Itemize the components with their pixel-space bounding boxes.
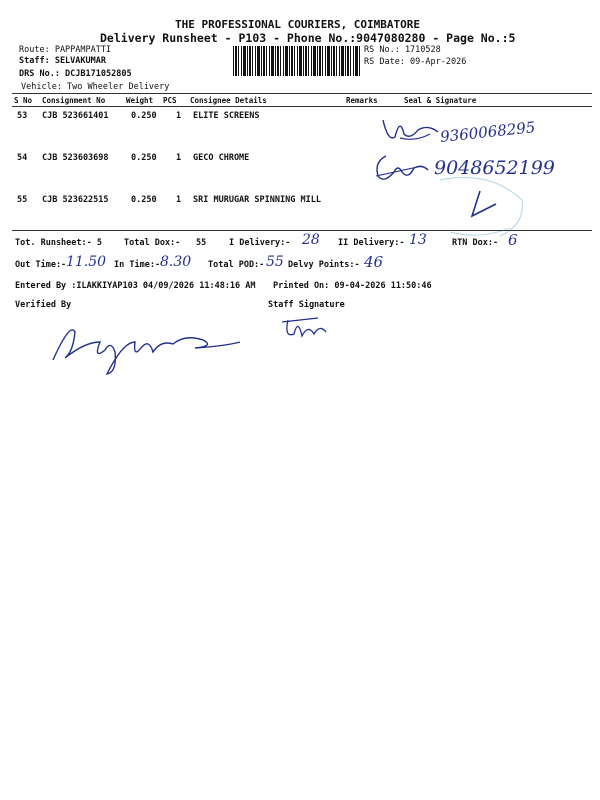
total-pod-handwritten: 55 bbox=[266, 254, 284, 270]
rtn-dox-label: RTN Dox:- bbox=[452, 238, 499, 248]
row-pcs: 1 bbox=[176, 153, 182, 163]
staff-label: Staff: SELVAKUMAR bbox=[19, 56, 106, 66]
staff-signature-label: Staff Signature bbox=[268, 300, 345, 310]
i-delivery-label: I Delivery:- bbox=[229, 238, 291, 248]
row-2-phone-handwritten: 9048652199 bbox=[434, 157, 555, 179]
row-3-signature bbox=[462, 188, 502, 223]
row-pcs: 1 bbox=[176, 195, 182, 205]
row-sno: 55 bbox=[17, 195, 28, 205]
delvy-points-label: Delvy Points:- bbox=[288, 260, 360, 270]
row-consignee: ELITE SCREENS bbox=[193, 111, 260, 121]
rtn-dox-handwritten: 6 bbox=[508, 231, 518, 249]
row-weight: 0.250 bbox=[131, 195, 157, 205]
col-weight-header: Weight bbox=[126, 96, 154, 105]
rs-number: RS No.: 1710528 bbox=[364, 45, 441, 55]
row-sno: 54 bbox=[17, 153, 28, 163]
row-consignee: GECO CHROME bbox=[193, 153, 250, 163]
i-delivery-handwritten: 28 bbox=[302, 232, 320, 248]
in-time-label: In Time:- bbox=[114, 260, 161, 270]
printed-on: Printed On: 09-04-2026 11:50:46 bbox=[273, 281, 432, 291]
row-2-signature bbox=[372, 150, 432, 185]
col-sno-header: S No bbox=[14, 96, 33, 105]
col-remarks-header: Remarks bbox=[346, 96, 378, 105]
row-sno: 53 bbox=[17, 111, 28, 121]
total-pod-label: Total POD:- bbox=[208, 260, 265, 270]
route-label: Route: PAPPAMPATTI bbox=[19, 45, 112, 55]
out-time-handwritten: 11.50 bbox=[66, 254, 107, 270]
total-dox-value: 55 bbox=[196, 238, 207, 248]
total-dox-label: Total Dox:- bbox=[124, 238, 181, 248]
ii-delivery-handwritten: 13 bbox=[409, 232, 427, 248]
header-rule-top bbox=[12, 93, 592, 94]
row-1-phone-handwritten: 9360068295 bbox=[439, 118, 537, 146]
col-consignee-header: Consignee Details bbox=[190, 96, 267, 105]
col-consignment-header: Consignment No bbox=[42, 96, 106, 105]
verified-signature bbox=[45, 312, 245, 377]
out-time-label: Out Time:- bbox=[15, 260, 67, 270]
vehicle-label: Vehicle: Two Wheeler Delivery bbox=[21, 82, 170, 92]
staff-signature bbox=[278, 310, 338, 345]
col-pcs-header: PCS bbox=[163, 96, 177, 105]
row-consignment: CJB 523603698 bbox=[42, 153, 109, 163]
company-title: THE PROFESSIONAL COURIERS, COIMBATORE bbox=[175, 18, 421, 31]
entered-by: Entered By :ILAKKIYAP103 04/09/2026 11:48:16 AM bbox=[15, 281, 256, 291]
row-weight: 0.250 bbox=[131, 153, 157, 163]
in-time-handwritten: 8.30 bbox=[160, 254, 192, 270]
delvy-points-handwritten: 46 bbox=[364, 253, 384, 271]
row-consignment: CJB 523622515 bbox=[42, 195, 109, 205]
barcode bbox=[233, 46, 361, 76]
row-pcs: 1 bbox=[176, 111, 182, 121]
header-rule-bottom bbox=[12, 106, 592, 107]
col-seal-header: Seal & Signature bbox=[404, 96, 477, 105]
row-weight: 0.250 bbox=[131, 111, 157, 121]
row-1-signature bbox=[380, 112, 440, 147]
runsheet-title: Delivery Runsheet - P103 - Phone No.:9047080280 - Page No.:5 bbox=[100, 31, 516, 45]
ii-delivery-label: II Delivery:- bbox=[338, 238, 405, 248]
tot-runsheet: Tot. Runsheet:- 5 bbox=[15, 238, 102, 248]
row-consignment: CJB 523661401 bbox=[42, 111, 109, 121]
rs-date: RS Date: 09-Apr-2026 bbox=[364, 57, 467, 67]
table-bottom-rule bbox=[12, 230, 592, 231]
drs-number: DRS No.: DCJB171052805 bbox=[19, 69, 132, 79]
row-consignee: SRI MURUGAR SPINNING MILL bbox=[193, 195, 321, 205]
verified-by-label: Verified By bbox=[15, 300, 72, 310]
